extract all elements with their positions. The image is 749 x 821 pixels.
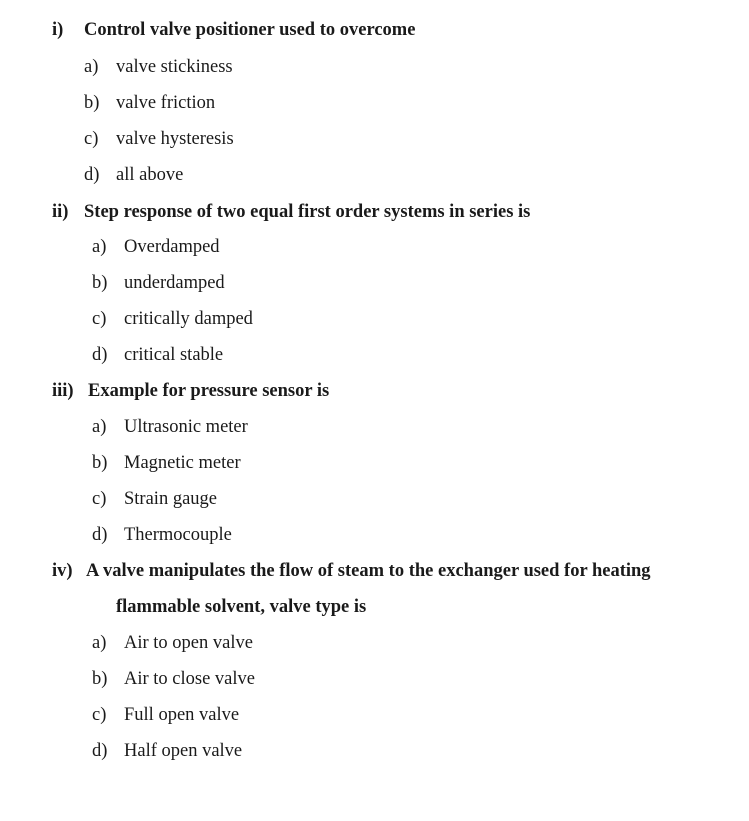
- option-letter: d): [92, 741, 108, 761]
- option-letter: b): [92, 453, 108, 473]
- option-letter: d): [92, 525, 108, 545]
- option-letter: a): [92, 417, 107, 437]
- option-letter: a): [92, 633, 107, 653]
- option-text: valve stickiness: [116, 57, 233, 77]
- option-text: all above: [116, 165, 184, 185]
- option-letter: c): [92, 489, 107, 509]
- option-letter: d): [84, 165, 100, 185]
- question-number: i): [52, 20, 64, 40]
- option-letter: b): [92, 669, 108, 689]
- question-text: A valve manipulates the flow of steam to the exchanger used for heating: [86, 561, 651, 581]
- option-text: Air to close valve: [124, 669, 255, 689]
- question-text: Example for pressure sensor is: [88, 381, 330, 401]
- option-text: Overdamped: [124, 237, 220, 257]
- option-text: Strain gauge: [124, 489, 217, 509]
- option-text: Thermocouple: [124, 525, 232, 545]
- question-number: ii): [52, 202, 69, 222]
- option-letter: d): [92, 345, 108, 365]
- question-text: Step response of two equal first order systems in series is: [84, 202, 531, 222]
- option-text: Half open valve: [124, 741, 243, 761]
- option-text: valve hysteresis: [116, 129, 234, 149]
- option-text: valve friction: [116, 93, 216, 113]
- option-text: Ultrasonic meter: [124, 417, 248, 437]
- option-text: Magnetic meter: [124, 453, 241, 473]
- option-text: Air to open valve: [124, 633, 253, 653]
- question-number: iv): [52, 561, 73, 581]
- option-letter: c): [92, 309, 107, 329]
- option-letter: b): [84, 93, 100, 113]
- option-text: Full open valve: [124, 705, 240, 725]
- option-text: critically damped: [124, 309, 253, 329]
- option-letter: c): [84, 129, 99, 149]
- option-letter: a): [84, 57, 99, 77]
- question-number: iii): [52, 381, 74, 401]
- option-letter: a): [92, 237, 107, 257]
- option-letter: c): [92, 705, 107, 725]
- question-text: Control valve positioner used to overcome: [84, 20, 416, 40]
- question-text-continued: flammable solvent, valve type is: [116, 597, 367, 617]
- option-letter: b): [92, 273, 108, 293]
- option-text: critical stable: [124, 345, 224, 365]
- option-text: underdamped: [124, 273, 225, 293]
